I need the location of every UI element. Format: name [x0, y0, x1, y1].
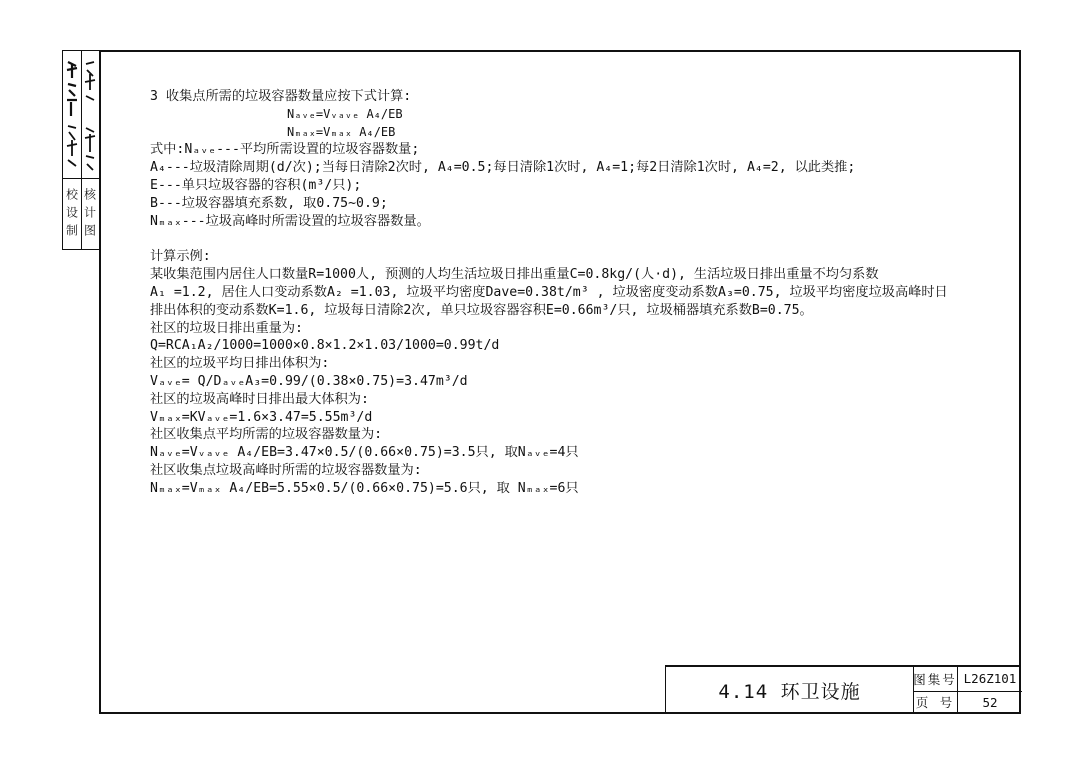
formula-line: Nₐᵥₑ=Vᵥₐᵥₑ A₄/EB=3.47×0.5/(0.66×0.75)=3.5只, 取Nₐᵥₑ=4只: [150, 445, 579, 461]
formula-line: Vₐᵥₑ= Q/DₐᵥₑA₃=0.99/(0.38×0.75)=3.47m³/d: [150, 373, 468, 389]
text-line: 社区的垃圾平均日排出体积为:: [150, 356, 330, 372]
role-cell: [81, 179, 99, 251]
text-line: Nₘₐₓ---垃圾高峰时所需设置的垃圾容器数量。: [150, 213, 430, 229]
text-line: 计算示例:: [150, 249, 211, 265]
text-line: 排出体积的变动系数K=1.6, 垃圾每日清除2次, 单只垃圾容器容积E=0.66m³/只, 垃圾桶器填充系数B=0.75。: [150, 302, 813, 318]
atlas-number-label: 图集号: [913, 667, 958, 691]
formula-line: Nₐᵥₑ=Vᵥₐᵥₑ A₄/EB: [287, 106, 403, 121]
signature-column-left: [63, 51, 82, 249]
formula-line: Q=RCA₁A₂/1000=1000×0.8×1.2×1.03/1000=0.99t/d: [150, 338, 500, 354]
signature-cell: [63, 51, 81, 179]
text-line: 社区的垃圾日排出重量为:: [150, 320, 304, 336]
text-line: 式中:Nₐᵥₑ---平均所需设置的垃圾容器数量;: [150, 142, 420, 158]
spacer: [150, 230, 1010, 248]
signature-scribble-icon: [83, 56, 97, 174]
page-number-label: 页 号: [913, 691, 958, 715]
text-line: 3 收集点所需的垃圾容器数量应按下式计算:: [150, 89, 412, 104]
role-cell: [63, 179, 81, 251]
atlas-number-row: [913, 667, 1022, 692]
signature-cell: [81, 51, 99, 179]
title-block-grid: [913, 667, 1022, 714]
text-line: 社区的垃圾高峰时日排出最大体积为:: [150, 391, 369, 407]
role-label-review: 核计图: [82, 188, 97, 242]
text-line: 某收集范围内居住人口数量R=1000人, 预测的人均生活垃圾日排出重量C=0.8kg/(人·d), 生活垃圾日排出重量不均匀系数: [150, 267, 879, 283]
text-line: A₁ =1.2, 居住人口变动系数A₂ =1.03, 垃圾平均密度Dave=0.38t/m³ , 垃圾密度变动系数A₃=0.75, 垃圾平均密度垃圾高峰时日: [150, 284, 948, 300]
section-title: 4.14 环卫设施: [666, 667, 914, 714]
formula-line: Nₘₐₓ=Vₘₐₓ A₄/EB=5.55×0.5/(0.66×0.75)=5.6只, 取 Nₘₐₓ=6只: [150, 480, 579, 496]
role-label-proofread: 校设制: [64, 188, 79, 242]
text-line: B---垃圾容器填充系数, 取0.75~0.9;: [150, 195, 388, 211]
signature-column-right: [81, 51, 99, 249]
page-body: [150, 88, 1010, 498]
text-line: A₄---垃圾清除周期(d/次);当每日清除2次时, A₄=0.5;每日清除1次时, A₄=1;每2日清除1次时, A₄=2, 以此类推;: [150, 160, 856, 176]
text-line: 社区收集点平均所需的垃圾容器数量为:: [150, 427, 383, 443]
text-line: E---单只垃圾容器的容积(m³/只);: [150, 177, 362, 193]
text-line: 社区收集点垃圾高峰时所需的垃圾容器数量为:: [150, 462, 422, 478]
atlas-number-value: L26Z101: [963, 671, 1017, 687]
page-number-row: [913, 691, 1022, 715]
formula-line: Nₘₐₓ=Vₘₐₓ A₄/EB: [287, 124, 396, 139]
signature-strip: [62, 50, 99, 250]
signature-scribble-icon: [65, 56, 79, 174]
page-number-value: 52: [982, 694, 998, 710]
formula-line: Vₘₐₓ=KVₐᵥₑ=1.6×3.47=5.55m³/d: [150, 409, 373, 425]
title-block: [665, 665, 1021, 714]
